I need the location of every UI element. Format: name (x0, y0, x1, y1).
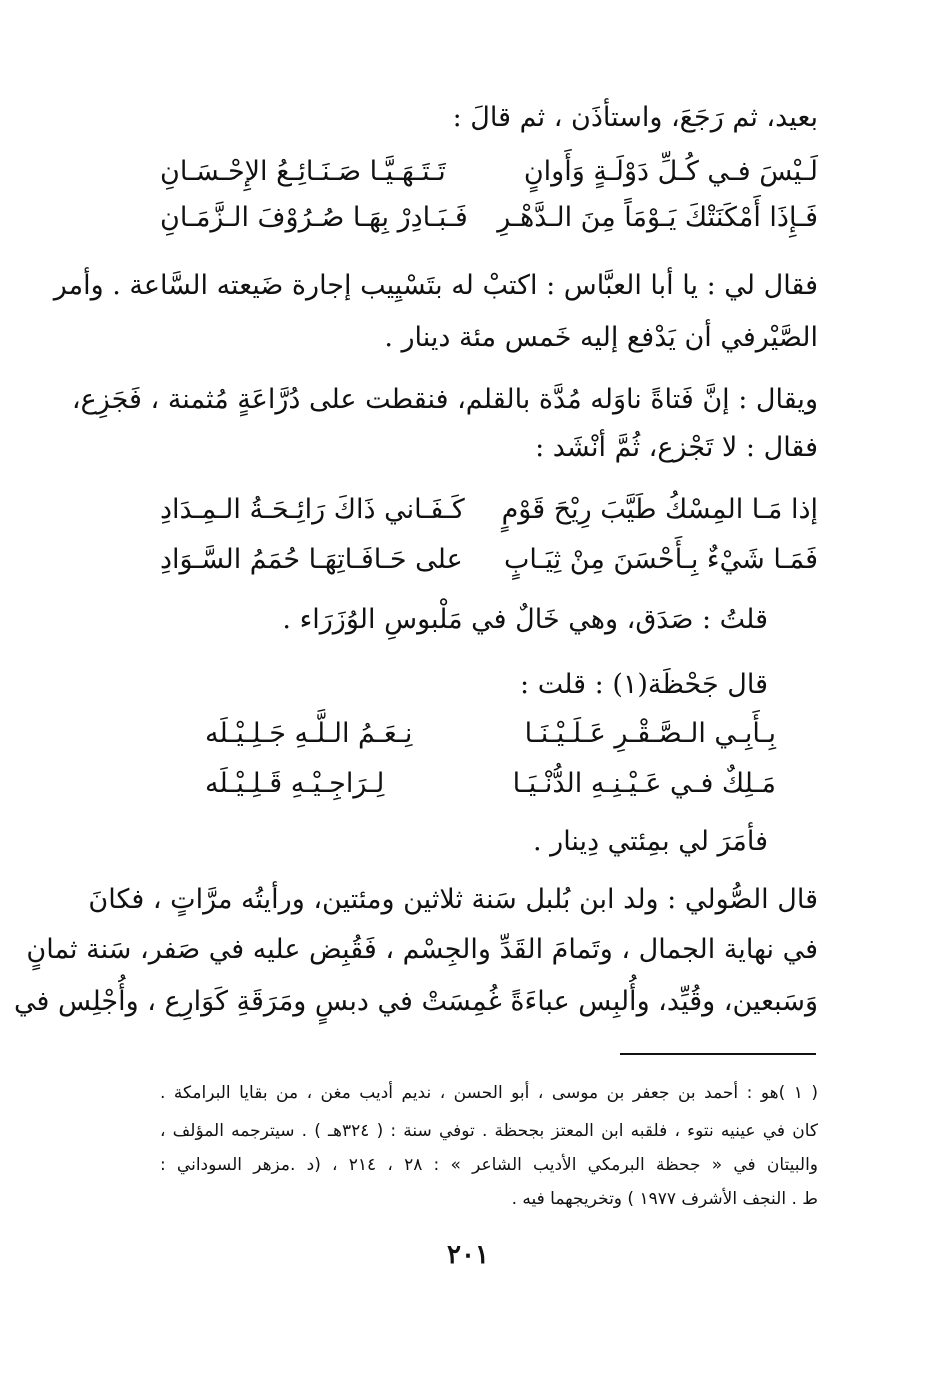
footnote-line: ط . النجف الأشرف ١٩٧٧ ) وتخريجهما فيه . (511, 1189, 818, 1209)
prose-line: وَسَبعين، وقُيِّد، وأُلبِس عباءَةً غُمِسَتْ في دبسٍ ومَرَقَةِ كَوَارِع ، وأُجْلِس في (14, 986, 818, 1017)
prose-line: قال الصُّولي : ولد ابن بُلبل سَنة ثلاثين ومئتين، ورأيتُه مرَّاتٍ ، فكانَ (88, 884, 818, 915)
verse-hemistich-second: لِـرَاجِـيْـهِ قَـلِـيْـلَه (205, 768, 385, 799)
verse-line (160, 538, 818, 582)
prose-line: فأمَرَ لي بمِئتي دِينار . (532, 826, 768, 857)
verse-hemistich-second: نِـعَـمُ الـلَّـهِ جَـلِـيْـلَه (205, 718, 413, 749)
verse-hemistich-second: فَـبَـادِرْ بِهَـا صُـرُوْفَ الـزَّمَـانِ (160, 202, 468, 233)
verse-hemistich-first: فَـإِذَا أَمْكَنَتْكَ يَـوْمَاً مِنَ الـدَّهْـرِ (497, 202, 818, 233)
verse-hemistich-first: بِـأَبِـي الـصَّـقْـرِ عَـلَـيْـنَـا (524, 718, 776, 749)
page-number: ٢٠١ (447, 1240, 489, 1270)
prose-line: فقال لي : يا أبا العبَّاس : اكتبْ له بتَسْيِيب إجارة ضَيعته السَّاعة . وأمر (53, 270, 818, 301)
verse-hemistich-second: تَـتَـهَـيَّـا صَـنَـائِـعُ الإِحْـسَـانِ (160, 156, 446, 187)
prose-line: بعيد، ثم رَجَعَ، واستأذَن ، ثم قالَ : (452, 102, 818, 133)
verse-hemistich-first: فَمَـا شَيْءٌ بِـأَحْسَنَ مِنْ ثِيَـابٍ (503, 544, 818, 575)
verse-line (160, 150, 818, 194)
prose-line: فقال : لا تَجْزع، ثُمَّ أنْشَد : (535, 432, 818, 463)
verse-hemistich-first: مَـلِكٌ فـي عَـيْـنِـهِ الدُّنْـيَـا (512, 768, 776, 799)
footnote-line: كان في عينيه نتوء ، فلقبه ابن المعتز بجحظة . توفي سنة : ( ٣٢٤هـ ) . سيترجمه المؤلف ، (160, 1121, 818, 1141)
footnote-line: والبيتان في « جحظة البرمكي الأديب الشاعر » : ٢٨ ، ٢١٤ ، (د .مزهر السوداني : (160, 1155, 818, 1175)
verse-line (160, 488, 818, 532)
verse-hemistich-second: على حَـافَـاتِهَـا حُمَمُ السَّـوَادِ (160, 544, 463, 575)
prose-line: ويقال : إنَّ فَتاةً ناوَله مُدَّة بالقلم، فنقطت على دُرَّاعَةٍ مُثمنة ، فَجَزِع، (71, 384, 818, 415)
prose-line: في نهاية الجمال ، وتَمامَ القَدِّ والجِسْم ، فَقُبِض عليه في صَفر، سَنة ثمانٍ (26, 934, 818, 965)
verse-hemistich-first: لَـيْسَ فـي كُـلِّ دَوْلَـةٍ وَأَوانٍ (523, 156, 818, 187)
verse-line (205, 762, 776, 806)
footnote-line: ( ١ )هو : أحمد بن جعفر بن موسى ، أبو الحسن ، نديم أديب مغن ، من بقايا البرامكة . (160, 1083, 818, 1103)
prose-line: قال جَحْظَة(١) : قلت : (520, 669, 768, 700)
verse-line (205, 712, 776, 756)
footnote-separator (620, 1053, 816, 1055)
verse-line (160, 196, 818, 240)
verse-hemistich-first: إذا مَـا المِسْكُ طَيَّبَ رِيْحَ قَوْمٍ (501, 494, 818, 525)
prose-line: قلتُ : صَدَق، وهي خَالٌ في مَلْبوسِ الوُزَرَاء . (282, 604, 768, 635)
prose-line: الصَّيْرفي أن يَدْفع إليه خَمس مئة دينار . (384, 322, 818, 353)
verse-hemistich-second: كَـفَـاني ذَاكَ رَائِـحَـةُ الـمِـدَادِ (160, 494, 465, 525)
